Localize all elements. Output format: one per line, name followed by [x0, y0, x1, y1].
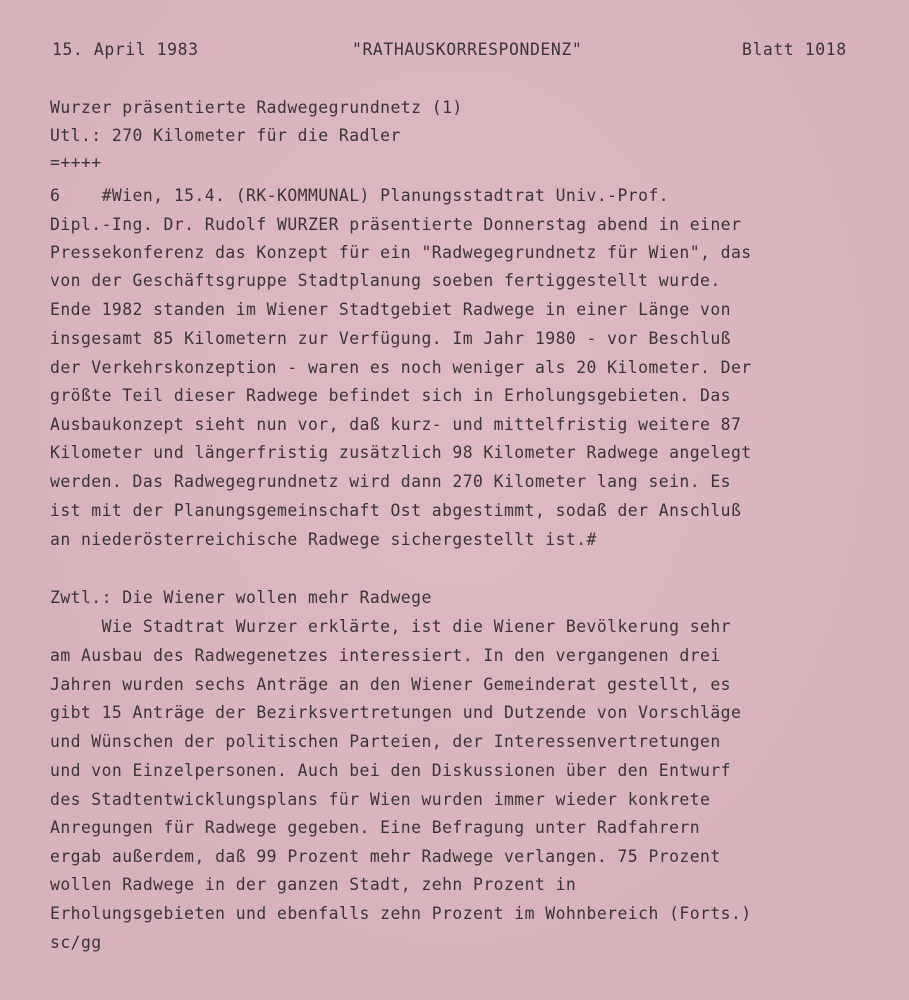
body-line: 6 #Wien, 15.4. (RK-KOMMUNAL) Planungsstadtrat Univ.-Prof. — [50, 186, 670, 205]
body-line: ist mit der Planungsgemeinschaft Ost abgestimmt, sodaß der Anschluß — [50, 501, 742, 520]
body-line: und Wünschen der politischen Parteien, der Interessenvertretungen — [50, 732, 721, 751]
body-line: Dipl.-Ing. Dr. Rudolf WURZER präsentierte Donnerstag abend in einer — [50, 215, 742, 234]
body-line: von der Geschäftsgruppe Stadtplanung soeben fertiggestellt wurde. — [50, 271, 721, 290]
body-line: ergab außerdem, daß 99 Prozent mehr Radwege verlangen. 75 Prozent — [50, 847, 721, 866]
body-line: Anregungen für Radwege gegeben. Eine Befragung unter Radfahrern — [50, 818, 701, 837]
body-line: wollen Radwege in der ganzen Stadt, zehn Prozent in — [50, 875, 577, 894]
body-line: Erholungsgebieten und ebenfalls zehn Prozent im Wohnbereich (Forts.) — [50, 904, 752, 923]
article-title: Wurzer präsentierte Radwegegrundnetz (1) — [50, 98, 463, 117]
body-line: insgesamt 85 Kilometern zur Verfügung. Im Jahr 1980 - vor Beschluß — [50, 329, 731, 348]
article-subtitle: Utl.: 270 Kilometer für die Radler — [50, 126, 401, 145]
body-line: der Verkehrskonzeption - waren es noch weniger als 20 Kilometer. Der — [50, 358, 752, 377]
body-line: werden. Das Radwegegrundnetz wird dann 270 Kilometer lang sein. Es — [50, 472, 731, 491]
body-line: größte Teil dieser Radwege befindet sich in Erholungsgebieten. Das — [50, 386, 731, 405]
section-subheading: Zwtl.: Die Wiener wollen mehr Radwege — [50, 588, 432, 607]
body-line: am Ausbau des Radwegenetzes interessiert. In den vergangenen drei — [50, 646, 721, 665]
signature-initials: sc/gg — [50, 933, 102, 952]
body-line: Pressekonferenz das Konzept für ein "Radwegegrundnetz für Wien", das — [50, 243, 752, 262]
header-date: 15. April 1983 — [52, 40, 199, 59]
body-line: des Stadtentwicklungsplans für Wien wurden immer wieder konkrete — [50, 790, 711, 809]
body-line: Ende 1982 standen im Wiener Stadtgebiet Radwege in einer Länge von — [50, 300, 731, 319]
header-sheet-number: Blatt 1018 — [742, 40, 847, 59]
body-line: Wie Stadtrat Wurzer erklärte, ist die Wiener Bevölkerung sehr — [50, 617, 731, 636]
body-line: gibt 15 Anträge der Bezirksvertretungen und Dutzende von Vorschläge — [50, 703, 742, 722]
body-line: Jahren wurden sechs Anträge an den Wiener Gemeinderat gestellt, es — [50, 675, 731, 694]
title-marker: =++++ — [50, 153, 102, 172]
header-publication: "RATHAUSKORRESPONDENZ" — [352, 40, 583, 59]
body-line: Kilometer und längerfristig zusätzlich 98 Kilometer Radwege angelegt — [50, 443, 752, 462]
body-line: und von Einzelpersonen. Auch bei den Diskussionen über den Entwurf — [50, 761, 731, 780]
body-line: an niederösterreichische Radwege sichergestellt ist.# — [50, 530, 597, 549]
body-line: Ausbaukonzept sieht nun vor, daß kurz- und mittelfristig weitere 87 — [50, 415, 742, 434]
